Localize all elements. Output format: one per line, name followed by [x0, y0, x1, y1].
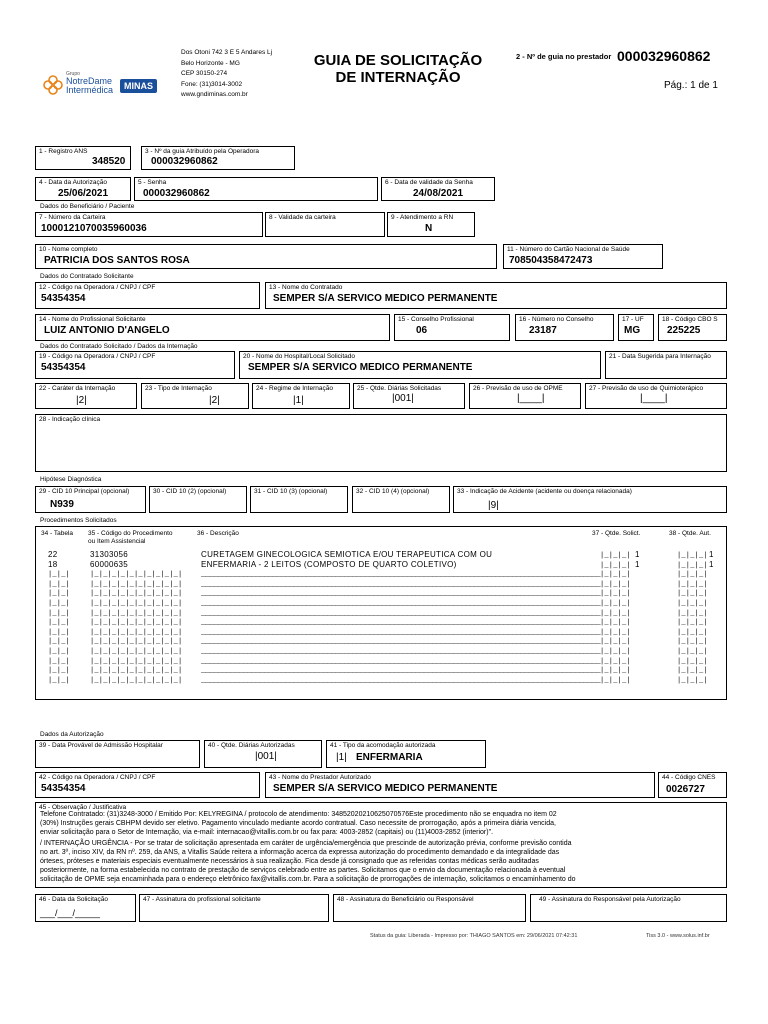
blank-descricao: _______________________________________________________________________________________________	[201, 570, 601, 580]
blank-qtde-aut: |_|_|_|	[677, 609, 708, 618]
field-value: |1|	[293, 395, 304, 406]
field-data-sugerida	[605, 351, 727, 379]
observacao-line: / INTERNAÇÃO URGÊNCIA - Por se tratar de solicitação apresentada em caráter de urgência/emergência que prescinde de autorização prévia, conforme previsão contida	[40, 840, 572, 847]
blank-qtde-solicit: |_|_|_|	[600, 600, 631, 608]
field-value: |001|	[392, 393, 414, 404]
address-line: www.gndiminas.com.br	[181, 91, 248, 98]
footer-status: Status da guia: Liberada - Impresso por: THIAGO SANTOS em: 29/06/2021 07:42:31	[370, 933, 578, 939]
blank-tabela: |_|_|	[48, 648, 71, 656]
field-label: 13 - Nome do Contratado	[269, 284, 343, 291]
title-line2: DE INTERNAÇÃO	[335, 69, 461, 86]
field-conselho-profissional	[394, 314, 510, 341]
field-label: 40 - Qtde. Diárias Autorizadas	[208, 742, 295, 749]
field-nome-contratado	[265, 282, 727, 309]
field-label: 47 - Assinatura do profissional solicitante	[143, 896, 261, 903]
field-label: 11 - Número do Cartão Nacional de Saúde	[507, 246, 630, 253]
logo-grupo-text: Grupo	[66, 71, 80, 77]
blank-codigo: |_|_|_|_|_|_|_|_|_|_|	[90, 628, 183, 637]
section-procedimentos: Procedimentos Solicitados	[40, 517, 117, 524]
field-label: 17 - UF	[622, 316, 644, 323]
blank-qtde-aut: |_|_|_|	[677, 648, 708, 656]
blank-qtde-solicit: |_|_|_|	[600, 619, 631, 628]
page-title	[298, 52, 498, 86]
blank-tabela: |_|_|	[48, 628, 71, 637]
row1-qtde-aut: 1	[709, 550, 714, 559]
field-tipo-internacao	[141, 383, 249, 409]
field-tipo-acomodacao	[326, 740, 486, 768]
procedures-table	[35, 526, 727, 700]
observacao-line: órteses, próteses e materiais especiais eventualmente necessários à sua realização. Fica desde já consignado que as referidas contas médicas serão auditadas	[40, 858, 539, 865]
blank-qtde-aut: |_|_|_|	[677, 619, 708, 628]
blank-qtde-aut: |_|_|_|	[677, 600, 708, 608]
field-cid-principal	[35, 486, 146, 513]
field-assinatura-beneficiario[interactable]	[333, 894, 526, 922]
logo-badge: MINAS	[120, 79, 157, 93]
blank-qtde-solicit: |_|_|_|	[600, 638, 631, 647]
field-value: 225225	[667, 325, 701, 336]
blank-qtde-solicit: |_|_|_|	[600, 561, 631, 570]
logo-flower-icon	[42, 74, 64, 96]
field-value: ___/___/_____	[40, 908, 101, 918]
address-line: Dos Otoni 742 3 E 5 Andares Lj	[181, 49, 273, 56]
blank-tabela: |_|_|	[48, 609, 71, 618]
section-internacao: Dados do Contratado Solicitado / Dados da Internação	[40, 343, 198, 350]
header-address	[181, 48, 272, 101]
row1-qtde-solicit: 1	[635, 550, 640, 559]
field-label: 4 - Data da Autorização	[39, 179, 107, 186]
row2-codigo: 60000635	[90, 560, 128, 569]
field-label: 42 - Código na Operadora / CNPJ / CPF	[39, 774, 156, 781]
blank-qtde-aut: |_|_|_|	[677, 657, 708, 666]
blank-descricao: _______________________________________________________________________________________________	[201, 608, 601, 618]
blank-codigo: |_|_|_|_|_|_|_|_|_|_|	[90, 667, 183, 676]
field-value: 0026727	[666, 784, 705, 795]
field-value: 54354354	[41, 293, 86, 304]
field-label: 6 - Data de validade da Senha	[385, 179, 473, 186]
blank-qtde-aut: |_|_|_|	[677, 638, 708, 647]
field-value: 54354354	[41, 783, 86, 794]
blank-qtde-solicit: |_|_|_|	[600, 667, 631, 676]
field-label: 41 - Tipo da acomodação autorizada	[330, 742, 436, 749]
field-value: 000032960862	[143, 188, 210, 199]
field-value: 1000121070035960036	[41, 223, 147, 234]
blank-tabela: |_|_|	[48, 590, 71, 599]
field-label: 26 - Previsão de uso de OPME	[473, 385, 563, 392]
field-label: 49 - Assinatura do Responsável pela Autorização	[539, 896, 681, 903]
field-label: 28 - Indicação clínica	[39, 416, 101, 423]
blank-descricao: _______________________________________________________________________________________________	[201, 627, 601, 637]
blank-tabela: |_|_|	[48, 600, 71, 608]
footer-version: Tiss 3.0 - www.solus.inf.br	[646, 933, 710, 939]
blank-codigo: |_|_|_|_|_|_|_|_|_|_|	[90, 648, 183, 656]
row2-qtde-solicit: 1	[635, 560, 640, 569]
field-value: 000032960862	[151, 156, 218, 167]
field-codigo-autorizado	[35, 772, 260, 798]
field-label: 25 - Qtde. Diárias Solicitadas	[357, 385, 442, 392]
field-label: 5 - Senha	[138, 179, 167, 186]
blank-descricao: _______________________________________________________________________________________________	[201, 666, 601, 676]
field-carater-internacao	[35, 383, 137, 409]
blank-codigo: |_|_|_|_|_|_|_|_|_|_|	[90, 609, 183, 618]
blank-tabela: |_|_|	[48, 580, 71, 589]
blank-codigo: |_|_|_|_|_|_|_|_|_|_|	[90, 600, 183, 608]
blank-descricao: _______________________________________________________________________________________________	[201, 656, 601, 666]
observacao-line: no art. 3º, inciso XIV, da RN nº. 259, da ANS, a Vitallis Saúde reitera a informação acerca da expressa autorização do procedimento demandado e da integralidade das	[40, 849, 560, 856]
blank-qtde-solicit: |_|_|_|	[600, 580, 631, 589]
field-label: 32 - CID 10 (4) (opcional)	[356, 488, 430, 495]
field-numero-carteira	[35, 212, 263, 237]
field-uf	[618, 314, 654, 341]
row2-descricao: ENFERMARIA - 2 LEITOS (COMPOSTO DE QUARTO COLETIVO)	[201, 560, 457, 569]
blank-descricao: _______________________________________________________________________________________________	[201, 599, 601, 608]
field-codigo-cnes	[658, 772, 727, 798]
field-label: 39 - Data Provável de Admissão Hospitalar	[39, 742, 163, 749]
blank-qtde-solicit: |_|_|_|	[600, 609, 631, 618]
field-indicacao-acidente	[453, 486, 727, 513]
field-atendimento-rn	[387, 212, 475, 237]
field-qtde-diarias-solicitadas	[353, 383, 465, 409]
field-regime-internacao	[252, 383, 350, 409]
field-qtde-diarias-autorizadas	[204, 740, 322, 768]
blank-qtde-aut: |_|_|_|	[677, 552, 708, 560]
field-label: 18 - Código CBO S	[662, 316, 718, 323]
section-autorizacao: Dados da Autorização	[40, 731, 104, 738]
blank-qtde-aut: |_|_|_|	[677, 667, 708, 676]
blank-qtde-solicit: |_|_|_|	[600, 552, 631, 560]
blank-codigo: |_|_|_|_|_|_|_|_|_|_|	[90, 657, 183, 666]
field-value: N	[425, 223, 433, 234]
blank-codigo: |_|_|_|_|_|_|_|_|_|_|	[90, 571, 183, 580]
field-code: |1|	[336, 752, 347, 763]
field-value: 25/06/2021	[58, 188, 109, 199]
logo-name-line1: NotreDame	[66, 76, 113, 86]
blank-codigo: |_|_|_|_|_|_|_|_|_|_|	[90, 590, 183, 599]
field-label: 22 - Caráter da Internação	[39, 385, 116, 392]
blank-qtde-aut: |_|_|_|	[677, 628, 708, 637]
blank-descricao: _______________________________________________________________________________________________	[201, 579, 601, 589]
field-label: 1 - Registro ANS	[39, 148, 88, 155]
blank-codigo: |_|_|_|_|_|_|_|_|_|_|	[90, 638, 183, 647]
field-cartao-nacional	[503, 244, 663, 269]
observacao-line: solicitação de OPME seja encaminhada para o endereço eletrônico fax@vitallis.com.br. Para a solicitação de prorrogações de internação, solicitamos o encaminhamento do	[40, 876, 576, 883]
field-value: |____|	[517, 393, 545, 404]
field-value: ENFERMARIA	[356, 752, 423, 763]
field-value: 23187	[529, 325, 557, 336]
address-line: Belo Horizonte - MG	[181, 59, 240, 67]
field-validade-carteira	[265, 212, 385, 237]
field-label: 29 - CID 10 Principal (opcional)	[39, 488, 130, 495]
row1-descricao: CURETAGEM GINECOLOGICA SEMIOTICA E/OU TERAPEUTICA COM OU	[201, 550, 493, 559]
blank-descricao: _______________________________________________________________________________________________	[201, 637, 601, 647]
blank-descricao: _______________________________________________________________________________________________	[201, 618, 601, 628]
field-label: 3 - Nº da guia Atribuído pela Operadora	[145, 148, 260, 155]
field-codigo-solicitado	[35, 351, 235, 379]
field-value: |2|	[209, 395, 220, 406]
field-senha	[134, 177, 378, 201]
section-hipotese: Hipótese Diagnóstica	[40, 476, 102, 483]
field-cid-4	[352, 486, 450, 513]
blank-tabela: |_|_|	[48, 676, 71, 685]
field-label: 30 - CID 10 (2) (opcional)	[153, 488, 227, 495]
blank-qtde-aut: |_|_|_|	[677, 590, 708, 599]
field-label: 10 - Nome completo	[39, 246, 98, 253]
field-numero-conselho	[515, 314, 614, 341]
logo-name-line2: Intermédica	[66, 85, 114, 95]
field-value: 708504358472473	[509, 255, 593, 266]
field-value: 348520	[92, 156, 126, 167]
col-header-codigo-2: ou Item Assistencial	[88, 538, 146, 545]
field-validade-senha	[381, 177, 495, 201]
page-number: Pág.: 1 de 1	[664, 80, 718, 91]
blank-qtde-solicit: |_|_|_|	[600, 628, 631, 637]
row2-tabela: 18	[48, 560, 58, 569]
observacao-line: (30%) Instruções gerais CBHPM devido ser eletivo. Pagamento vinculado mediante acordo contratual. Caso necessite de prorrogação, após a primeira diária vencida,	[40, 820, 556, 827]
field-data-admissao	[35, 740, 200, 768]
field-profissional-solicitante	[35, 314, 390, 341]
blank-descricao: _______________________________________________________________________________________________	[201, 675, 601, 685]
field-label: 12 - Código na Operadora / CNPJ / CPF	[39, 284, 156, 291]
field-hospital-solicitado	[239, 351, 601, 379]
field-label: 21 - Data Sugerida para Internação	[609, 353, 711, 360]
guide-number: 000032960862	[617, 48, 711, 64]
field-assinatura-profissional[interactable]	[139, 894, 329, 922]
row1-codigo: 31303056	[90, 550, 128, 559]
field-value: 24/08/2021	[413, 188, 464, 199]
blank-qtde-aut: |_|_|_|	[677, 676, 708, 685]
field-registro-ans	[35, 146, 131, 170]
field-label: 45 - Observação / Justificativa	[39, 804, 127, 811]
row2-qtde-aut: 1	[709, 560, 714, 569]
field-previsao-quimioterapico	[585, 383, 727, 409]
field-value: SEMPER S/A SERVICO MEDICO PERMANENTE	[273, 783, 498, 794]
field-value: |____|	[640, 393, 668, 404]
field-label: 9 - Atendimento a RN	[391, 214, 454, 221]
blank-qtde-aut: |_|_|_|	[677, 571, 708, 580]
field-indicacao-clinica	[35, 414, 727, 472]
field-value: |001|	[255, 751, 277, 762]
field-value: LUIZ ANTONIO D'ANGELO	[44, 325, 170, 336]
field-value: |9|	[488, 500, 499, 511]
field-label: 43 - Nome do Prestador Autorizado	[269, 774, 371, 781]
blank-tabela: |_|_|	[48, 619, 71, 628]
address-line: Fone: (31)3014-3002	[181, 80, 243, 88]
col-header-tabela: 34 - Tabela	[41, 530, 74, 537]
field-assinatura-autorizacao[interactable]	[530, 894, 727, 922]
field-codigo-cbo	[658, 314, 727, 341]
section-contratado: Dados do Contratado Solicitante	[40, 273, 134, 280]
field-value: 54354354	[41, 362, 86, 373]
field-data-solicitacao	[35, 894, 136, 922]
field-label: 44 - Código CNES	[662, 774, 716, 781]
blank-tabela: |_|_|	[48, 657, 71, 666]
address-line: CEP 30150-274	[181, 70, 228, 77]
field-value: MG	[624, 325, 641, 336]
section-beneficiario: Dados do Beneficiário / Paciente	[40, 203, 135, 210]
field-label: 14 - Nome do Profissional Solicitante	[39, 316, 146, 323]
blank-tabela: |_|_|	[48, 667, 71, 676]
col-header-descricao: 36 - Descrição	[197, 530, 239, 537]
observacao-line: Telefone Contratado: (31)3248-3000 / Emitido Por: KELYREGINA / protocolo de atendimento: 34852020210625070576Este procedimento não se enquadra no item 02	[40, 811, 557, 818]
field-label: 7 - Número da Carteira	[39, 214, 106, 221]
blank-qtde-solicit: |_|_|_|	[600, 648, 631, 656]
field-label: 19 - Código na Operadora / CNPJ / CPF	[39, 353, 156, 360]
field-label: 8 - Validade da carteira	[269, 214, 336, 221]
blank-qtde-solicit: |_|_|_|	[600, 657, 631, 666]
blank-qtde-aut: |_|_|_|	[677, 580, 708, 589]
blank-tabela: |_|_|	[48, 571, 71, 580]
field-label: 31 - CID 10 (3) (opcional)	[254, 488, 328, 495]
field-label: 20 - Nome do Hospital/Local Solicitado	[243, 353, 356, 360]
title-line1: GUIA DE SOLICITAÇÃO	[313, 52, 483, 69]
field-label: 48 - Assinatura do Beneficiário ou Responsável	[337, 896, 474, 903]
guide-number-label: 2 - Nº de guia no prestador	[516, 52, 612, 61]
field-label: 27 - Previsão de uso de Quimioterápico	[589, 385, 704, 392]
blank-qtde-aut: |_|_|_|	[677, 561, 708, 570]
field-nome-completo	[35, 244, 497, 269]
field-previsao-opme	[469, 383, 581, 409]
field-value: SEMPER S/A SERVICO MEDICO PERMANENTE	[273, 293, 498, 304]
field-label: 23 - Tipo de Internação	[145, 385, 212, 392]
field-value: SEMPER S/A SERVICO MEDICO PERMANENTE	[248, 362, 473, 373]
field-cid-2	[149, 486, 247, 513]
field-label: 24 - Regime de Internação	[256, 385, 333, 392]
col-header-qtde-aut: 38 - Qtde. Aut.	[669, 530, 711, 537]
field-value: 06	[416, 325, 428, 336]
field-label: 33 - Indicação de Acidente (acidente ou doença relacionada)	[457, 488, 632, 495]
field-codigo-operadora	[35, 282, 260, 309]
field-label: 15 - Conselho Profissional	[398, 316, 474, 323]
col-header-qtde-solicit: 37 - Qtde. Solict.	[592, 530, 641, 537]
blank-codigo: |_|_|_|_|_|_|_|_|_|_|	[90, 619, 183, 628]
blank-descricao: _______________________________________________________________________________________________	[201, 589, 601, 599]
field-cid-3	[250, 486, 348, 513]
blank-qtde-solicit: |_|_|_|	[600, 571, 631, 580]
field-guia-operadora	[141, 146, 295, 170]
field-value: PATRICIA DOS SANTOS ROSA	[44, 255, 190, 266]
field-prestador-autorizado	[265, 772, 655, 798]
field-label: 46 - Data da Solicitação	[39, 896, 109, 903]
field-label: 16 - Número no Conselho	[519, 316, 594, 323]
observacao-line: enviar solicitação para o Setor de Internação, via e-mail: internacao@vitallis.com.br ou fax para: 4003-2852 (capitais) ou (11)4003-2852 (interior)".	[40, 829, 494, 836]
field-value: |2|	[76, 395, 87, 406]
blank-qtde-solicit: |_|_|_|	[600, 590, 631, 599]
logo	[38, 70, 168, 100]
blank-descricao: _______________________________________________________________________________________________	[201, 647, 601, 656]
row1-tabela: 22	[48, 550, 58, 559]
blank-codigo: |_|_|_|_|_|_|_|_|_|_|	[90, 676, 183, 685]
blank-tabela: |_|_|	[48, 638, 71, 647]
observacao-line: posteriormente, na forma estabelecida no contrato de prestação de serviços celebrado entre as partes. Solicitamos que o envio da documentação relacionada à eventual	[40, 867, 566, 874]
field-data-autorizacao	[35, 177, 131, 201]
col-header-codigo: 35 - Código do Procedimento	[88, 530, 173, 537]
field-value: N939	[50, 499, 74, 510]
blank-qtde-solicit: |_|_|_|	[600, 676, 631, 685]
blank-codigo: |_|_|_|_|_|_|_|_|_|_|	[90, 580, 183, 589]
